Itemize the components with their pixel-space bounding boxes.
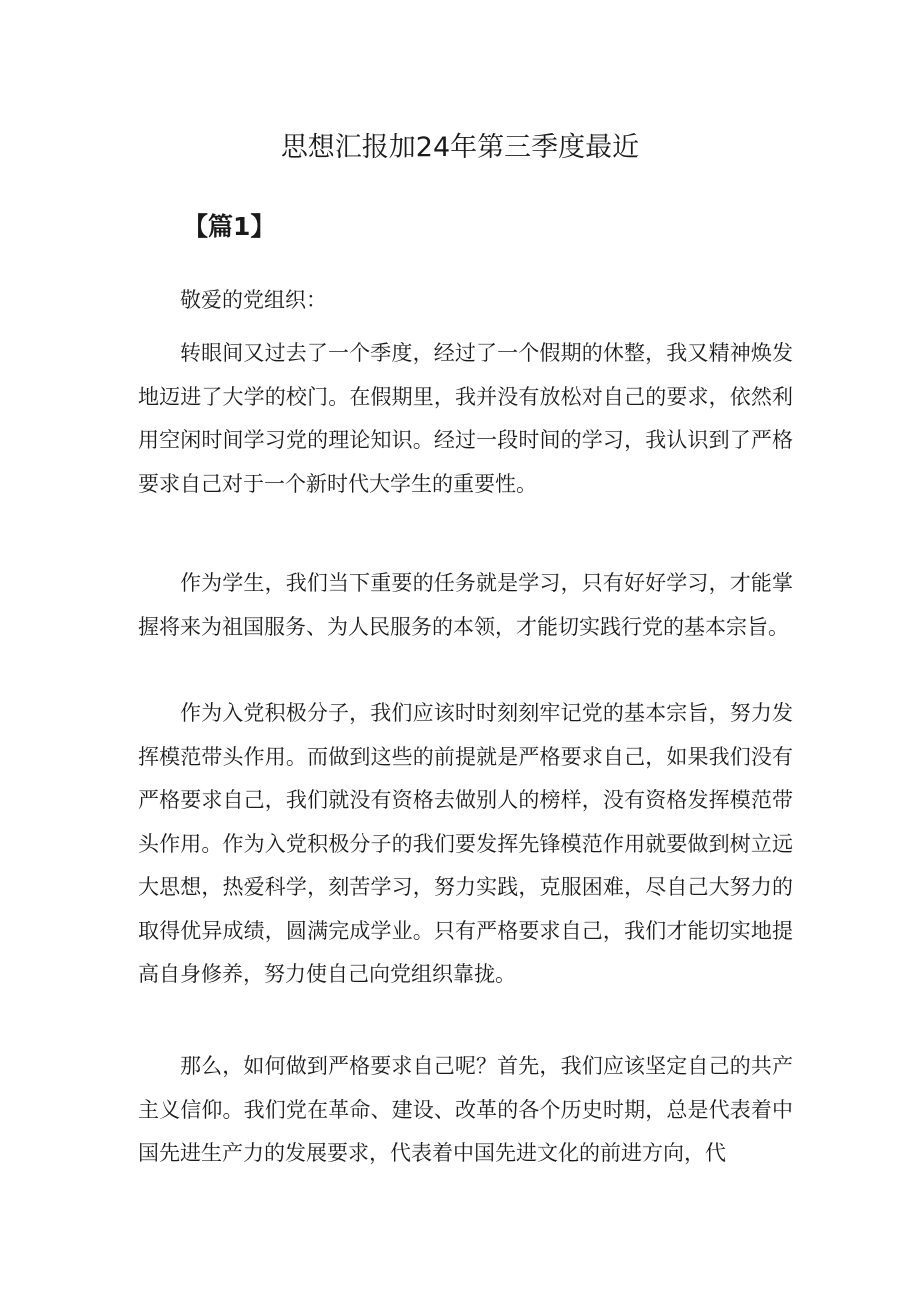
section-heading: 【篇1】 xyxy=(183,212,276,241)
paragraph-1: 转眼间又过去了一个季度，经过了一个假期的休整，我又精神焕发地迈进了大学的校门。在假期里，我并没有放松对自己的要求，依然利用空闲时间学习党的理论知识。经过一段时间的学习，我认识到了严格要求自己对于一个新时代大学生的重要性。 xyxy=(138,341,793,496)
salutation: 敬爱的党组织： xyxy=(180,288,327,312)
paragraph-3: 作为入党积极分子，我们应该时时刻刻牢记党的基本宗旨，努力发挥模范带头作用。而做到这些的前提就是严格要求自己，如果我们没有严格要求自己，我们就没有资格去做别人的榜样，没有资格发挥模范带头作用。作为入党积极分子的我们要发挥先锋模范作用就要做到树立远大思想，热爱科学，刻苦学习，努力实践，克服困难，尽自己大努力的取得优异成绩，圆满完成学业。只有严格要求自己，我们才能切实地提高自身修养，努力使自己向党组织靠拢。 xyxy=(138,701,793,986)
paragraph-2: 作为学生，我们当下重要的任务就是学习，只有好好学习，才能掌握将来为祖国服务、为人民服务的本领，才能切实践行党的基本宗旨。 xyxy=(138,571,793,639)
document-title: 思想汇报加24年第三季度最近 xyxy=(280,132,640,163)
paragraph-4: 那么，如何做到严格要求自己呢？首先，我们应该坚定自己的共产主义信仰。我们党在革命、建设、改革的各个历史时期，总是代表着中国先进生产力的发展要求，代表着中国先进文化的前进方向，代 xyxy=(138,1054,793,1165)
